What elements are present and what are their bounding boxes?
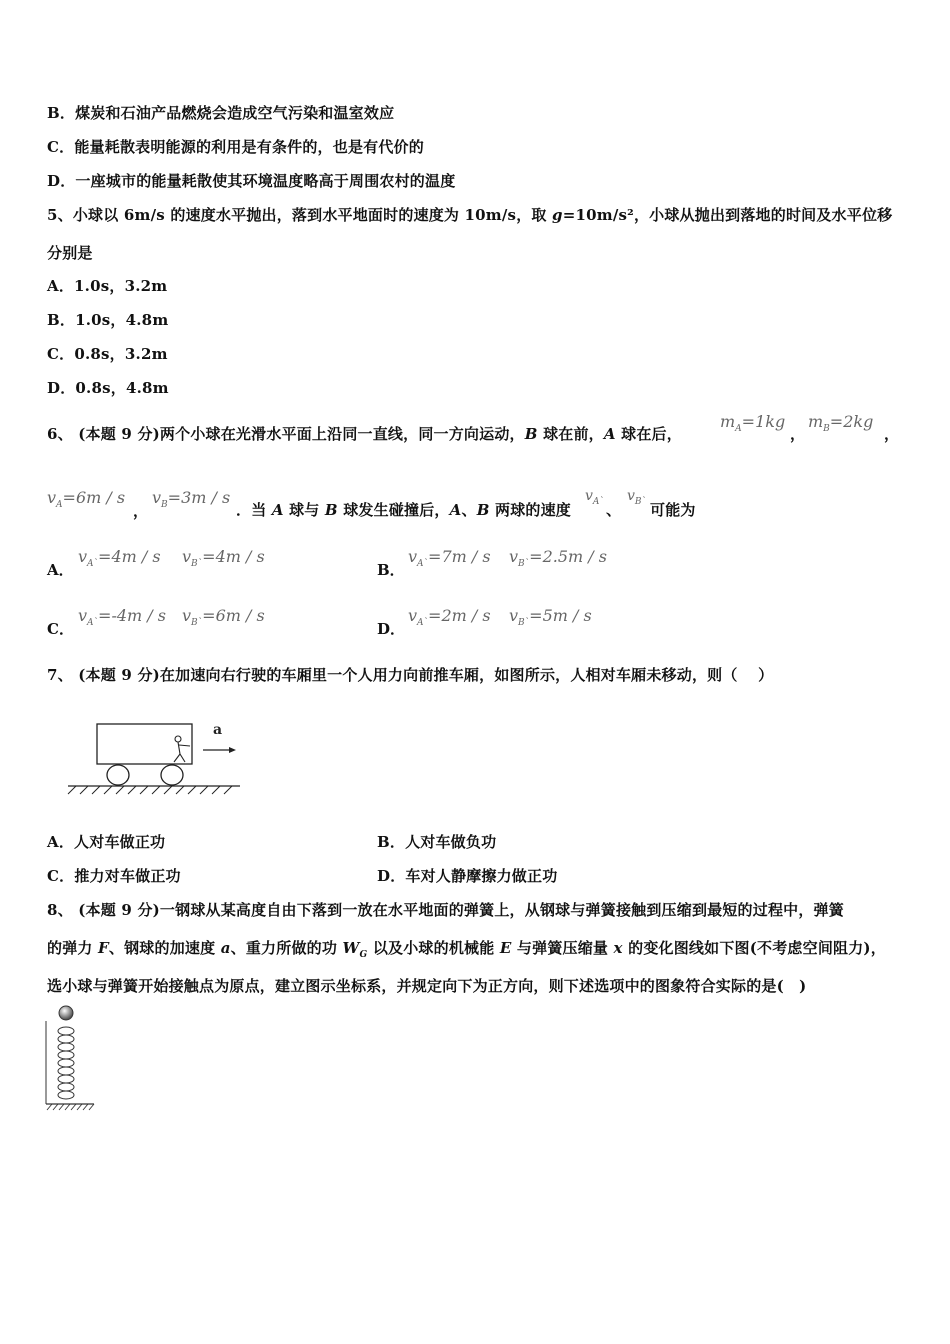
q5-option-a: A．1.0s，3.2m (47, 277, 168, 295)
cart-body (97, 724, 192, 764)
q6-option-d-vb: $v_{B`}=5m / s$ (509, 606, 592, 629)
q6-option-a-vb: $v_{B`}=4m / s$ (182, 547, 265, 570)
q6-option-b-vb: $v_{B`}=2.5m / s$ (509, 547, 607, 570)
ground-hatching (68, 786, 232, 794)
q5-stem-line2: 分别是 (47, 244, 93, 262)
mass-a-formula: $m_A=1kg$ (720, 412, 786, 435)
q8-stem-line2: 的弹力 F、钢球的加速度 a、重力所做的功 $W_G$ 以及小球的机械能 E 与弹簧压缩量 x 的变化图线如下图(不考虑空间阻力)， (47, 939, 886, 960)
q8-stem-line1: 8、 (本题 9 分)一钢球从某高度自由下落到一放在水平地面的弹簧上，从钢球与弹簧接触到压缩到最短的过程中，弹簧 (47, 901, 844, 919)
acceleration-label: a (213, 722, 223, 738)
cart-figure (60, 712, 250, 804)
q5-option-b: B．1.0s，4.8m (47, 311, 169, 329)
q6-option-c-label: C． (47, 620, 74, 638)
q6-option-b-label: B． (377, 561, 405, 579)
comma: ， (790, 425, 806, 443)
q7-option-b: B．人对车做负功 (377, 833, 497, 851)
q5-option-d: D．0.8s，4.8m (47, 379, 169, 397)
velocity-b-prime: $v_{B`}$ (627, 488, 647, 507)
q6-option-d-va: $v_{A`}=2m / s$ (408, 606, 491, 629)
q4-option-c: C．能量耗散表明能源的利用是有条件的，也是有代价的 (47, 138, 424, 156)
velocity-a-prime: $v_{A`}$ (585, 488, 604, 507)
velocity-b-formula: $v_B=3m / s$ (152, 488, 231, 511)
q7-option-c: C．推力对车做正功 (47, 867, 181, 885)
q6-stem-tail: 可能为 (650, 501, 696, 519)
cart-wheel-left (107, 765, 129, 785)
q6-option-a-label: A． (47, 561, 74, 579)
floor-hatching (47, 1104, 94, 1110)
q6-option-c-vb: $v_{B`}=6m / s$ (182, 606, 265, 629)
q4-option-b: B．煤炭和石油产品燃烧会造成空气污染和温室效应 (47, 104, 395, 122)
spring-coils (58, 1027, 74, 1099)
q5-stem-line1: 5、小球以 6m/s 的速度水平抛出，落到水平地面时的速度为 10m/s，取 g=10m/s²，小球从抛出到落地的时间及水平位移 (47, 206, 893, 224)
mass-b-formula: $m_B=2kg$ (808, 412, 874, 435)
q6-option-d-label: D． (377, 620, 406, 638)
person-figure (174, 736, 190, 762)
steel-ball (59, 1006, 73, 1020)
q6-stem-line2: ．当 A 球与 B 球发生碰撞后，A、B 两球的速度 (236, 501, 572, 519)
comma: ， (884, 425, 900, 443)
cart-wheel-right (161, 765, 183, 785)
q6-stem-line1: 6、 (本题 9 分)两个小球在光滑水平面上沿同一直线，同一方向运动，B 球在前，A 球在后， (47, 425, 682, 443)
q7-stem: 7、 (本题 9 分)在加速向右行驶的车厢里一个人用力向前推车厢，如图所示，人相对车厢未移动，则（ ） (47, 666, 774, 684)
dun-separator: 、 (606, 501, 622, 519)
velocity-a-formula: $v_A=6m / s$ (47, 488, 126, 511)
q5-g-symbol: g (552, 206, 563, 224)
q8-stem-line3: 选小球与弹簧开始接触点为原点，建立图示坐标系，并规定向下为正方向，则下述选项中的图象符合实际的是( ) (47, 977, 807, 995)
q5-option-c: C．0.8s，3.2m (47, 345, 168, 363)
comma: ， (133, 502, 149, 520)
q6-option-b-va: $v_{A`}=7m / s$ (408, 547, 491, 570)
q6-option-c-va: $v_{A`}=-4m / s$ (78, 606, 166, 629)
q4-option-d: D．一座城市的能量耗散使其环境温度略高于周围农村的温度 (47, 172, 456, 190)
q7-option-d: D．车对人静摩擦力做正功 (377, 867, 558, 885)
q7-option-a: A．人对车做正功 (47, 833, 166, 851)
spring-figure (42, 1002, 100, 1116)
q6-option-a-va: $v_{A`}=4m / s$ (78, 547, 161, 570)
